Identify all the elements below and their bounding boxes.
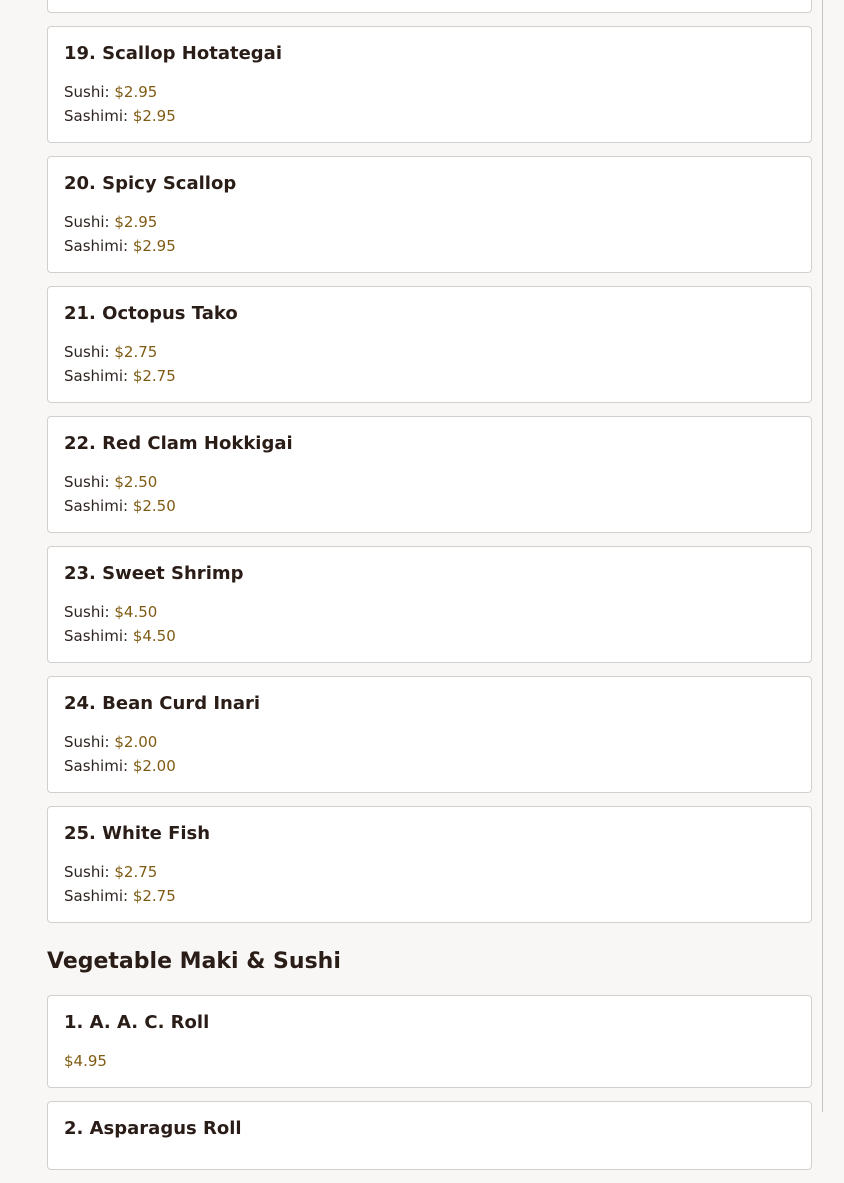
menu-item-title: 20. Spicy Scallop (64, 173, 237, 194)
menu-item-card (47, 26, 812, 143)
menu-item-card (47, 806, 812, 923)
sashimi-label: Sashimi: (64, 497, 129, 515)
sushi-price: $2.95 (114, 213, 158, 231)
sashimi-price: $2.75 (132, 887, 176, 905)
sushi-label: Sushi: (64, 83, 110, 101)
sashimi-label: Sashimi: (64, 237, 129, 255)
menu-item-title: 2. Asparagus Roll (64, 1118, 242, 1139)
sashimi-price: $2.75 (132, 367, 176, 385)
sushi-price-line (64, 470, 795, 494)
sashimi-price-line (64, 364, 795, 388)
sushi-price: $2.50 (114, 473, 158, 491)
sushi-price-line (64, 340, 795, 364)
sashimi-price-line (64, 494, 795, 518)
sushi-price: $2.75 (114, 343, 158, 361)
sashimi-label: Sashimi: (64, 627, 129, 645)
sashimi-label: Sashimi: (64, 107, 129, 125)
menu-item-card (47, 416, 812, 533)
item-price: $4.95 (64, 1052, 107, 1070)
menu-item-card (47, 995, 812, 1088)
menu-item-title: 25. White Fish (64, 823, 211, 844)
sushi-label: Sushi: (64, 213, 110, 231)
section-heading-vegetable: Vegetable Maki & Sushi (47, 949, 341, 974)
sashimi-price: $2.50 (132, 497, 176, 515)
sashimi-price-line (64, 234, 795, 258)
sashimi-price: $2.95 (132, 237, 176, 255)
sashimi-label: Sashimi: (64, 367, 129, 385)
sushi-price: $2.75 (114, 863, 158, 881)
menu-item-title: 21. Octopus Tako (64, 303, 238, 324)
sushi-label: Sushi: (64, 603, 110, 621)
sushi-price: $2.95 (114, 83, 158, 101)
menu-item-card (47, 286, 812, 403)
menu-item-card (47, 156, 812, 273)
sashimi-price: $2.95 (132, 107, 176, 125)
sashimi-label: Sashimi: (64, 757, 129, 775)
sushi-price-line (64, 80, 795, 104)
menu-item-title: 19. Scallop Hotategai (64, 43, 282, 64)
menu-content (47, 0, 812, 1183)
sushi-price: $4.50 (114, 603, 158, 621)
sushi-label: Sushi: (64, 473, 110, 491)
sushi-label: Sushi: (64, 343, 110, 361)
menu-item-card (47, 546, 812, 663)
menu-item-card-partial (47, 0, 812, 13)
menu-item-title: 24. Bean Curd Inari (64, 693, 261, 714)
sashimi-price-line (64, 624, 795, 648)
sashimi-price-line (64, 104, 795, 128)
scrollbar-track[interactable] (822, 0, 823, 1112)
menu-item-card (47, 1101, 812, 1170)
sashimi-price: $4.50 (132, 627, 176, 645)
sashimi-price: $2.00 (132, 757, 176, 775)
sashimi-price-line (64, 884, 795, 908)
sushi-price-line (64, 210, 795, 234)
sashimi-label: Sashimi: (64, 887, 129, 905)
sashimi-price-line (64, 754, 795, 778)
item-price-line (64, 1049, 795, 1073)
menu-item-title: 1. A. A. C. Roll (64, 1012, 210, 1033)
sushi-label: Sushi: (64, 863, 110, 881)
sushi-price-line (64, 600, 795, 624)
sushi-price-line (64, 730, 795, 754)
sushi-label: Sushi: (64, 733, 110, 751)
sushi-price-line (64, 860, 795, 884)
menu-item-card (47, 676, 812, 793)
sushi-price: $2.00 (114, 733, 158, 751)
menu-item-title: 22. Red Clam Hokkigai (64, 433, 293, 454)
menu-item-title: 23. Sweet Shrimp (64, 563, 244, 584)
